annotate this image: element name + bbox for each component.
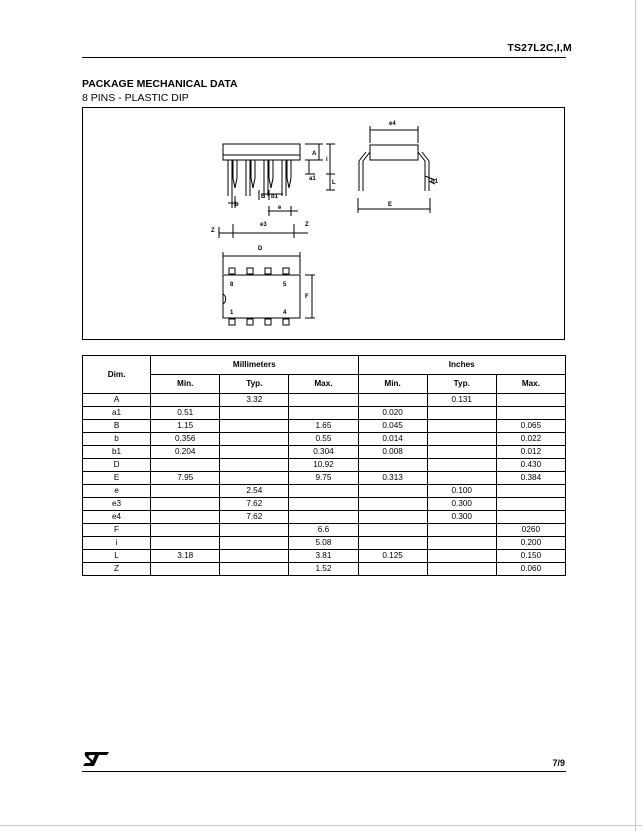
table-cell — [151, 563, 220, 576]
table-cell: 7.62 — [220, 498, 289, 511]
label-pin8: 8 — [230, 282, 234, 288]
table-cell — [151, 394, 220, 407]
table-cell — [220, 472, 289, 485]
table-cell — [358, 524, 427, 537]
footer-rule — [82, 771, 566, 772]
table-cell — [358, 394, 427, 407]
label-b1: b1 — [271, 194, 279, 200]
table-row — [83, 472, 566, 485]
table-subheader: Typ. — [427, 375, 496, 394]
label-Z-right: Z — [305, 222, 309, 228]
table-cell — [289, 511, 358, 524]
dip-lead-2 — [251, 160, 255, 188]
label-b1-end: b1 — [431, 179, 439, 185]
dim-name-cell: A — [83, 394, 151, 407]
label-B: B — [261, 194, 266, 200]
table-cell: 0260 — [496, 524, 565, 537]
label-pin5: 5 — [283, 282, 287, 288]
dim-name-cell: Z — [83, 563, 151, 576]
table-cell — [496, 498, 565, 511]
table-cell: 0.356 — [151, 433, 220, 446]
table-cell — [427, 472, 496, 485]
table-subheader: Max. — [289, 375, 358, 394]
table-cell — [427, 407, 496, 420]
dim-name-cell: b1 — [83, 446, 151, 459]
table-cell: 1.15 — [151, 420, 220, 433]
dim-line-e4 — [370, 126, 418, 143]
table-row — [83, 524, 566, 537]
table-cell: 0.200 — [496, 537, 565, 550]
label-F: F — [305, 294, 309, 300]
table-cell — [220, 537, 289, 550]
table-cell: 0.300 — [427, 498, 496, 511]
table-cell: 6.6 — [289, 524, 358, 537]
table-cell — [220, 446, 289, 459]
st-logo — [82, 751, 110, 767]
table-row — [83, 537, 566, 550]
label-e4: e4 — [389, 121, 396, 127]
label-b: b — [235, 202, 239, 208]
table-cell: 1.52 — [289, 563, 358, 576]
table-body — [83, 394, 566, 576]
table-cell: 0.045 — [358, 420, 427, 433]
table-cell: 0.060 — [496, 563, 565, 576]
dip-end-lead-left — [359, 152, 370, 191]
table-cell — [427, 446, 496, 459]
table-cell: 0.300 — [427, 511, 496, 524]
table-cell — [151, 485, 220, 498]
dip-end-lead-right — [418, 152, 429, 191]
dim-name-cell: L — [83, 550, 151, 563]
table-cell — [220, 407, 289, 420]
dim-name-cell: D — [83, 459, 151, 472]
table-cell: 3.18 — [151, 550, 220, 563]
dim-name-cell: i — [83, 537, 151, 550]
table-cell: 3.32 — [220, 394, 289, 407]
table-row — [83, 498, 566, 511]
table-cell: 0.384 — [496, 472, 565, 485]
dim-name-cell: a1 — [83, 407, 151, 420]
table-header-dim: Dim. — [83, 356, 151, 394]
table-cell — [220, 420, 289, 433]
label-pin4: 4 — [283, 310, 287, 316]
table-row — [83, 394, 566, 407]
table-subheader: Max. — [496, 375, 565, 394]
table-cell — [427, 459, 496, 472]
table-cell — [427, 524, 496, 537]
dim-name-cell: F — [83, 524, 151, 537]
package-drawing — [82, 107, 565, 340]
dim-line-Z-left — [219, 227, 233, 238]
table-cell: 0.430 — [496, 459, 565, 472]
section-title: PACKAGE MECHANICAL DATA — [82, 78, 238, 90]
document-header-title: TS27L2C,I,M — [507, 42, 572, 54]
label-L: L — [332, 180, 336, 186]
table-row — [83, 446, 566, 459]
label-Z-left: Z — [211, 228, 215, 234]
dim-name-cell: e — [83, 485, 151, 498]
table-cell — [358, 563, 427, 576]
table-cell: 0.012 — [496, 446, 565, 459]
label-A: A — [312, 151, 317, 157]
table-cell — [220, 563, 289, 576]
table-cell — [496, 407, 565, 420]
table-cell — [289, 407, 358, 420]
label-D: D — [258, 246, 263, 252]
table-cell — [358, 511, 427, 524]
package-drawing-svg — [83, 108, 566, 341]
table-cell — [220, 550, 289, 563]
table-cell: 0.131 — [427, 394, 496, 407]
dip-lead-1 — [233, 160, 237, 188]
dim-name-cell: e4 — [83, 511, 151, 524]
table-cell — [427, 537, 496, 550]
table-cell: 0.313 — [358, 472, 427, 485]
table-cell — [427, 433, 496, 446]
table-cell — [358, 485, 427, 498]
table-subheader: Min. — [151, 375, 220, 394]
table-cell — [289, 485, 358, 498]
table-cell — [220, 433, 289, 446]
table-cell — [151, 511, 220, 524]
label-e: e — [278, 205, 282, 211]
table-cell: 0.065 — [496, 420, 565, 433]
dip-side-body — [223, 144, 300, 155]
table-cell: 0.304 — [289, 446, 358, 459]
table-cell — [358, 498, 427, 511]
dim-line-e — [268, 206, 298, 216]
table-row — [83, 485, 566, 498]
table-cell: 0.125 — [358, 550, 427, 563]
table-subheader: Min. — [358, 375, 427, 394]
dim-name-cell: B — [83, 420, 151, 433]
dip-top-body — [223, 275, 300, 318]
page-edge-right — [635, 0, 636, 831]
table-cell: 0.51 — [151, 407, 220, 420]
dip-lead-4 — [287, 160, 291, 188]
label-E: E — [388, 202, 393, 208]
dim-line-a1 — [305, 160, 315, 174]
table-cell — [496, 485, 565, 498]
header-rule — [82, 57, 566, 58]
table-cell — [427, 563, 496, 576]
label-i: i — [326, 157, 328, 163]
table-cell: 9.75 — [289, 472, 358, 485]
dip-side-body-lower — [223, 155, 300, 160]
table-cell: 0.100 — [427, 485, 496, 498]
table-cell: 7.95 — [151, 472, 220, 485]
table-row — [83, 407, 566, 420]
table-row — [83, 563, 566, 576]
page-edge-bottom — [0, 825, 642, 826]
dip-lead-3 — [269, 160, 273, 188]
table-cell — [427, 420, 496, 433]
dip-end-body — [370, 145, 418, 160]
table-row — [83, 433, 566, 446]
table-cell: 0.014 — [358, 433, 427, 446]
table-row — [83, 511, 566, 524]
table-cell — [427, 550, 496, 563]
section-subtitle: 8 PINS - PLASTIC DIP — [82, 92, 189, 104]
table-header-inches: Inches — [358, 356, 565, 375]
label-pin1: 1 — [230, 310, 234, 316]
table-cell: 2.54 — [220, 485, 289, 498]
table-cell: 0.022 — [496, 433, 565, 446]
table-subheader: Typ. — [220, 375, 289, 394]
table-row — [83, 550, 566, 563]
table-row — [83, 459, 566, 472]
table-cell: 0.204 — [151, 446, 220, 459]
table-cell: 0.150 — [496, 550, 565, 563]
table-cell — [151, 537, 220, 550]
table-row — [83, 420, 566, 433]
table-cell — [358, 459, 427, 472]
table-cell — [289, 394, 358, 407]
table-cell — [496, 511, 565, 524]
label-e3: e3 — [260, 222, 267, 228]
page-number: 7/9 — [552, 758, 565, 768]
table-cell: 5.08 — [289, 537, 358, 550]
table-cell — [151, 498, 220, 511]
table-cell — [220, 459, 289, 472]
table-cell: 10.92 — [289, 459, 358, 472]
dimensions-table — [82, 355, 566, 576]
table-cell: 0.008 — [358, 446, 427, 459]
table-cell: 0.55 — [289, 433, 358, 446]
table-cell: 0.020 — [358, 407, 427, 420]
table-cell: 7.62 — [220, 511, 289, 524]
label-a1: a1 — [309, 176, 316, 182]
table-cell — [151, 459, 220, 472]
table-cell — [358, 537, 427, 550]
table-cell — [151, 524, 220, 537]
table-cell: 3.81 — [289, 550, 358, 563]
table-cell — [220, 524, 289, 537]
table-cell — [289, 498, 358, 511]
dim-name-cell: E — [83, 472, 151, 485]
dim-line-E — [358, 198, 430, 213]
table-cell — [496, 394, 565, 407]
dim-name-cell: e3 — [83, 498, 151, 511]
table-header-millimeters: Millimeters — [151, 356, 358, 375]
table-cell: 1.65 — [289, 420, 358, 433]
dim-name-cell: b — [83, 433, 151, 446]
